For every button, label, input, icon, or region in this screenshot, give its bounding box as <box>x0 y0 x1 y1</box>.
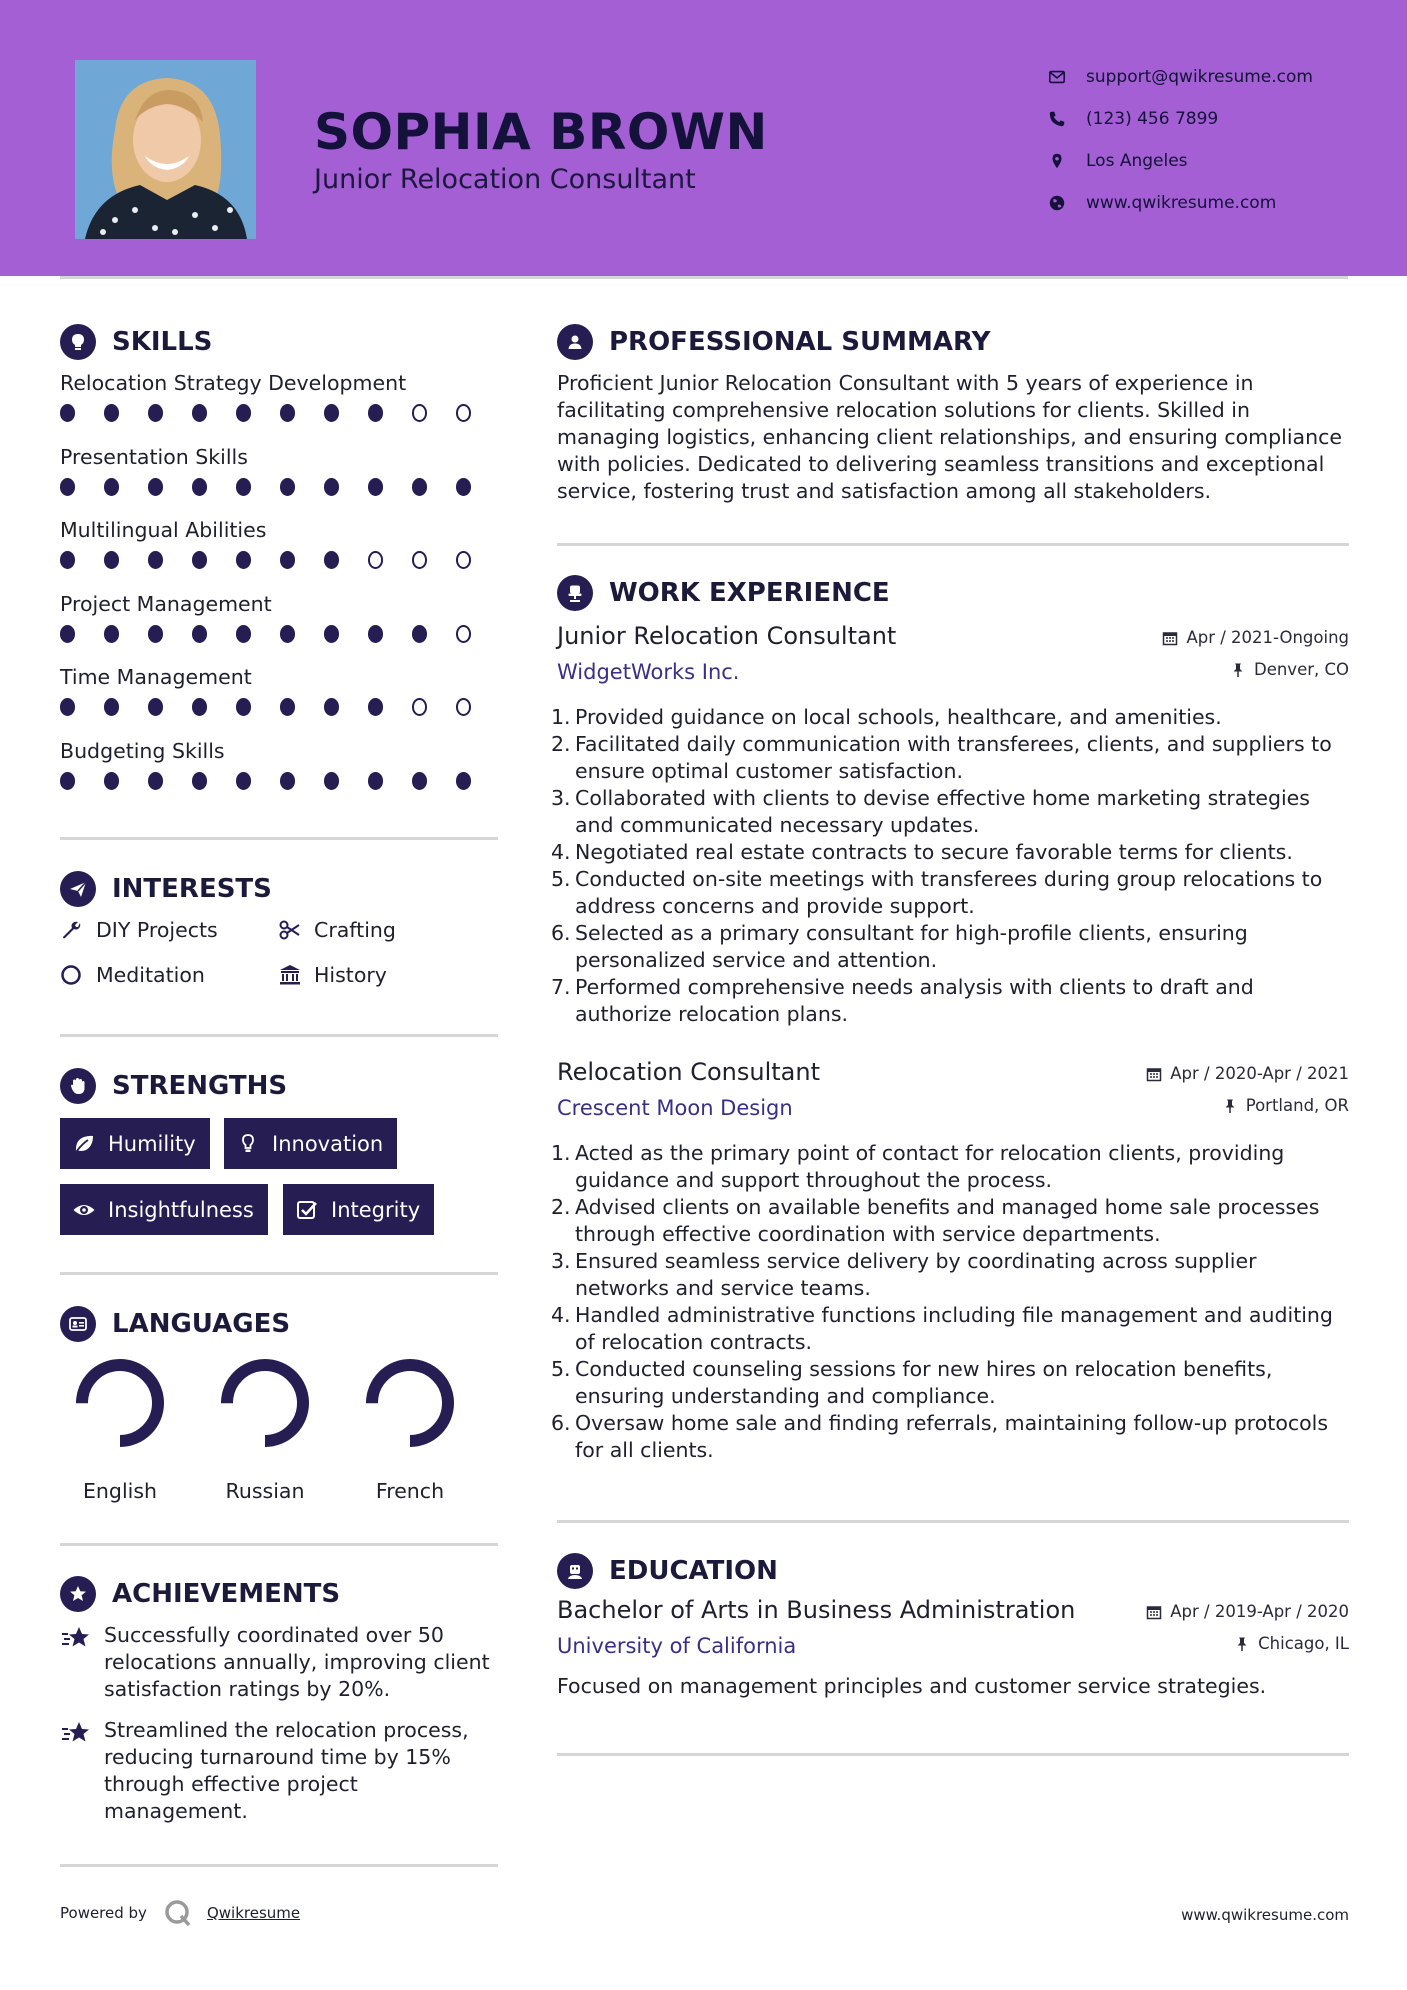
skill-rating <box>60 698 500 716</box>
rating-dot-filled <box>280 478 295 496</box>
skill-rating <box>60 404 500 422</box>
calendar-icon <box>1146 1604 1162 1620</box>
section-divider <box>60 1864 498 1867</box>
lightbulb-icon <box>60 324 96 360</box>
skill-rating <box>60 772 500 790</box>
language-ring <box>219 1357 311 1449</box>
candidate-title: Junior Relocation Consultant <box>314 164 696 195</box>
rating-dot-filled <box>60 698 75 716</box>
rating-dot-filled <box>368 625 383 643</box>
list-item: Selected as a primary consultant for high-profile clients, ensuring personalized service and attention. <box>575 921 1248 972</box>
rating-dot-filled <box>60 551 75 569</box>
rating-dot-filled <box>60 478 75 496</box>
graduate-icon <box>557 1553 593 1589</box>
rating-dot-filled <box>192 404 207 422</box>
list-item: Conducted counseling sessions for new hires on relocation benefits, ensuring understanding and compliance. <box>575 1357 1273 1408</box>
rating-dot-filled <box>368 404 383 422</box>
skills-list <box>60 368 500 809</box>
calendar-icon <box>1146 1066 1162 1082</box>
education-heading: EDUCATION <box>557 1552 778 1590</box>
rating-dot-filled <box>104 404 119 422</box>
circle-icon <box>60 963 84 987</box>
rating-dot-filled <box>324 772 339 790</box>
star-icon <box>60 1624 92 1654</box>
calendar-icon <box>1162 630 1178 646</box>
job-location: Denver, CO <box>1230 660 1349 679</box>
rating-dot-empty <box>456 625 471 643</box>
skill-item <box>60 368 500 442</box>
rating-dot-empty <box>412 404 427 422</box>
skill-name: Presentation Skills <box>60 444 248 469</box>
skill-item <box>60 736 500 810</box>
skill-rating <box>60 625 500 643</box>
experience-heading: WORK EXPERIENCE <box>557 574 890 612</box>
rating-dot-filled <box>324 625 339 643</box>
skill-rating <box>60 478 500 496</box>
rating-dot-filled <box>148 551 163 569</box>
interest-item: DIY Projects <box>60 918 218 942</box>
summary-heading: PROFESSIONAL SUMMARY <box>557 323 990 361</box>
rating-dot-filled <box>104 625 119 643</box>
skill-item <box>60 442 500 516</box>
strength-chip: Humility <box>60 1118 210 1169</box>
rating-dot-filled <box>280 551 295 569</box>
rating-dot-filled <box>236 478 251 496</box>
language-name: Russian <box>225 1479 305 1503</box>
job-date: Apr / 2020-Apr / 2021 <box>1146 1064 1349 1083</box>
rating-dot-filled <box>368 772 383 790</box>
interests-heading: INTERESTS <box>60 870 272 908</box>
skill-item <box>60 662 500 736</box>
strength-chip: Insightfulness <box>60 1184 268 1235</box>
list-item: Ensured seamless service delivery by coordinating across supplier networks and service teams. <box>575 1249 1257 1300</box>
skill-name: Budgeting Skills <box>60 738 225 763</box>
rating-dot-filled <box>324 698 339 716</box>
pushpin-icon <box>1222 1098 1238 1114</box>
skill-name: Relocation Strategy Development <box>60 371 407 395</box>
rating-dot-empty <box>456 404 471 422</box>
rating-dot-filled <box>60 625 75 643</box>
language-level-arc <box>372 1365 448 1441</box>
pushpin-icon <box>1234 1636 1250 1652</box>
list-item: Advised clients on available benefits and managed home sale processes through effective coordination with service departments. <box>575 1195 1320 1246</box>
skill-name: Multilingual Abilities <box>60 518 267 542</box>
rating-dot-filled <box>192 478 207 496</box>
list-item: Provided guidance on local schools, healthcare, and amenities. <box>575 705 1222 729</box>
envelope-icon <box>1048 68 1066 86</box>
section-divider <box>60 1034 498 1037</box>
rating-dot-filled <box>412 625 427 643</box>
leaf-icon <box>72 1132 96 1156</box>
candidate-name: SOPHIA BROWN <box>314 103 768 161</box>
eye-icon <box>72 1198 96 1222</box>
skill-rating <box>60 551 500 569</box>
job-company: Crescent Moon Design <box>557 1096 793 1120</box>
section-divider <box>60 1543 498 1546</box>
rating-dot-filled <box>104 551 119 569</box>
lightbulb-icon <box>236 1132 260 1156</box>
paper-plane-icon <box>60 871 96 907</box>
rating-dot-filled <box>236 625 251 643</box>
language-name: English <box>82 1479 158 1503</box>
rating-dot-filled <box>60 404 75 422</box>
contact-location: Los Angeles <box>1048 140 1378 182</box>
education-description: Focused on management principles and customer service strategies. <box>557 1674 1267 1698</box>
rating-dot-empty <box>456 551 471 569</box>
achievement-item: Successfully coordinated over 50 relocations annually, improving client satisfaction ratings by 20%. <box>60 1622 500 1703</box>
rating-dot-filled <box>148 625 163 643</box>
user-icon <box>557 324 593 360</box>
office-chair-icon <box>557 575 593 611</box>
education-date: Apr / 2019-Apr / 2020 <box>1146 1602 1349 1621</box>
contact-email[interactable]: support@qwikresume.com <box>1048 56 1378 98</box>
rating-dot-filled <box>236 551 251 569</box>
education-location: Chicago, IL <box>1234 1634 1349 1653</box>
contact-list <box>1048 56 1378 224</box>
rating-dot-filled <box>280 772 295 790</box>
language-level-arc <box>227 1365 303 1441</box>
phone-icon <box>1048 110 1066 128</box>
rating-dot-filled <box>60 772 75 790</box>
rating-dot-filled <box>148 404 163 422</box>
footer-url[interactable]: www.qwikresume.com <box>1181 1906 1349 1924</box>
museum-icon <box>278 963 302 987</box>
rating-dot-empty <box>412 551 427 569</box>
rating-dot-filled <box>368 478 383 496</box>
rating-dot-filled <box>456 772 471 790</box>
language-name: French <box>375 1479 445 1503</box>
section-divider <box>557 543 1349 546</box>
footer-brand-link[interactable]: Qwikresume <box>206 1904 301 1922</box>
achievements-heading: ACHIEVEMENTS <box>60 1575 340 1613</box>
rating-dot-filled <box>148 772 163 790</box>
rating-dot-empty <box>456 698 471 716</box>
id-card-icon <box>60 1306 96 1342</box>
achievement-item: Streamlined the relocation process, reducing turnaround time by 15% through effective project management. <box>60 1717 500 1825</box>
language-ring <box>364 1357 456 1449</box>
list-item: Collaborated with clients to devise effective home marketing strategies and communicated necessary updates. <box>575 786 1310 837</box>
skills-heading: SKILLS <box>60 323 212 361</box>
list-item: Conducted on-site meetings with transferees during group relocations to address concerns and provide support. <box>575 867 1323 918</box>
education-degree: Bachelor of Arts in Business Administration <box>557 1596 1076 1624</box>
interest-item: Crafting <box>278 918 396 942</box>
profile-photo <box>75 60 256 239</box>
rating-dot-filled <box>324 551 339 569</box>
star-icon <box>60 1719 92 1749</box>
header-banner <box>0 0 1407 276</box>
contact-website[interactable]: www.qwikresume.com <box>1048 182 1378 224</box>
globe-icon <box>1048 194 1066 212</box>
rating-dot-filled <box>456 478 471 496</box>
rating-dot-filled <box>280 404 295 422</box>
languages-heading: LANGUAGES <box>60 1305 290 1343</box>
rating-dot-empty <box>368 551 383 569</box>
rating-dot-filled <box>192 551 207 569</box>
rating-dot-filled <box>192 625 207 643</box>
skill-item <box>60 589 500 663</box>
rating-dot-filled <box>280 698 295 716</box>
skill-name: Project Management <box>60 591 272 616</box>
section-divider <box>60 1272 498 1275</box>
summary-text: Proficient Junior Relocation Consultant with 5 years of experience in facilitating comprehensive relocation solutions for clients. Skilled in managing logistics, enhancing client relationships, and ensuring compliance with policies. Dedicated to delivering seamless transitions and exceptional service, fostering trust and satisfaction among all stakeholders. <box>557 371 1342 503</box>
header-divider <box>60 276 1348 279</box>
job-role: Relocation Consultant <box>557 1058 820 1086</box>
language-item <box>65 1357 175 1503</box>
star-badge-icon <box>60 1576 96 1612</box>
rating-dot-filled <box>324 404 339 422</box>
rating-dot-filled <box>104 772 119 790</box>
contact-phone[interactable]: (123) 456 7899 <box>1048 98 1378 140</box>
hand-icon <box>60 1068 96 1104</box>
section-divider <box>60 837 498 840</box>
list-item: Performed comprehensive needs analysis with clients to draft and authorize relocation plans. <box>575 975 1254 1026</box>
rating-dot-filled <box>236 698 251 716</box>
education-entry <box>557 1596 1349 1716</box>
rating-dot-filled <box>236 772 251 790</box>
job-role: Junior Relocation Consultant <box>557 622 897 650</box>
scissors-icon <box>278 918 302 942</box>
list-item: Handled administrative functions including file management and auditing of relocation contracts. <box>575 1303 1333 1354</box>
job-location: Portland, OR <box>1222 1096 1349 1115</box>
list-item: Oversaw home sale and finding referrals, maintaining follow-up protocols for all clients. <box>575 1411 1329 1462</box>
qwikresume-logo-icon <box>163 1898 193 1928</box>
rating-dot-filled <box>104 698 119 716</box>
language-ring <box>74 1357 166 1449</box>
list-item: Facilitated daily communication with transferees, clients, and suppliers to ensure optimal customer satisfaction. <box>575 732 1332 783</box>
language-item <box>355 1357 465 1503</box>
rating-dot-filled <box>148 478 163 496</box>
interest-item: History <box>278 963 387 987</box>
job-bullets <box>551 704 1351 1028</box>
job-company: WidgetWorks Inc. <box>557 660 740 684</box>
language-level-arc <box>82 1365 158 1441</box>
wrench-icon <box>60 918 84 942</box>
strength-chip: Integrity <box>283 1184 434 1235</box>
checkbox-icon <box>295 1198 319 1222</box>
rating-dot-filled <box>236 404 251 422</box>
rating-dot-filled <box>192 772 207 790</box>
pushpin-icon <box>1230 662 1246 678</box>
list-item: Negotiated real estate contracts to secure favorable terms for clients. <box>575 840 1293 864</box>
section-divider <box>557 1753 1349 1756</box>
rating-dot-empty <box>412 698 427 716</box>
rating-dot-filled <box>192 698 207 716</box>
rating-dot-filled <box>280 625 295 643</box>
job-entry <box>557 622 1349 1026</box>
list-item: Acted as the primary point of contact for relocation clients, providing guidance and support throughout the process. <box>575 1141 1285 1192</box>
interest-item: Meditation <box>60 963 205 987</box>
footer-powered-by: Powered by Qwikresume <box>60 1898 300 1928</box>
strengths-heading: STRENGTHS <box>60 1067 287 1105</box>
job-entry <box>557 1058 1349 1462</box>
rating-dot-filled <box>104 478 119 496</box>
rating-dot-filled <box>412 478 427 496</box>
rating-dot-filled <box>368 698 383 716</box>
job-date: Apr / 2021-Ongoing <box>1162 628 1349 647</box>
section-divider <box>557 1520 1349 1523</box>
rating-dot-filled <box>324 478 339 496</box>
rating-dot-filled <box>412 772 427 790</box>
map-pin-icon <box>1048 152 1066 170</box>
rating-dot-filled <box>148 698 163 716</box>
skill-name: Time Management <box>60 665 252 689</box>
strength-chip: Innovation <box>224 1118 397 1169</box>
education-school: University of California <box>557 1634 797 1658</box>
skill-item <box>60 515 500 589</box>
language-item <box>210 1357 320 1503</box>
job-bullets <box>551 1140 1351 1464</box>
